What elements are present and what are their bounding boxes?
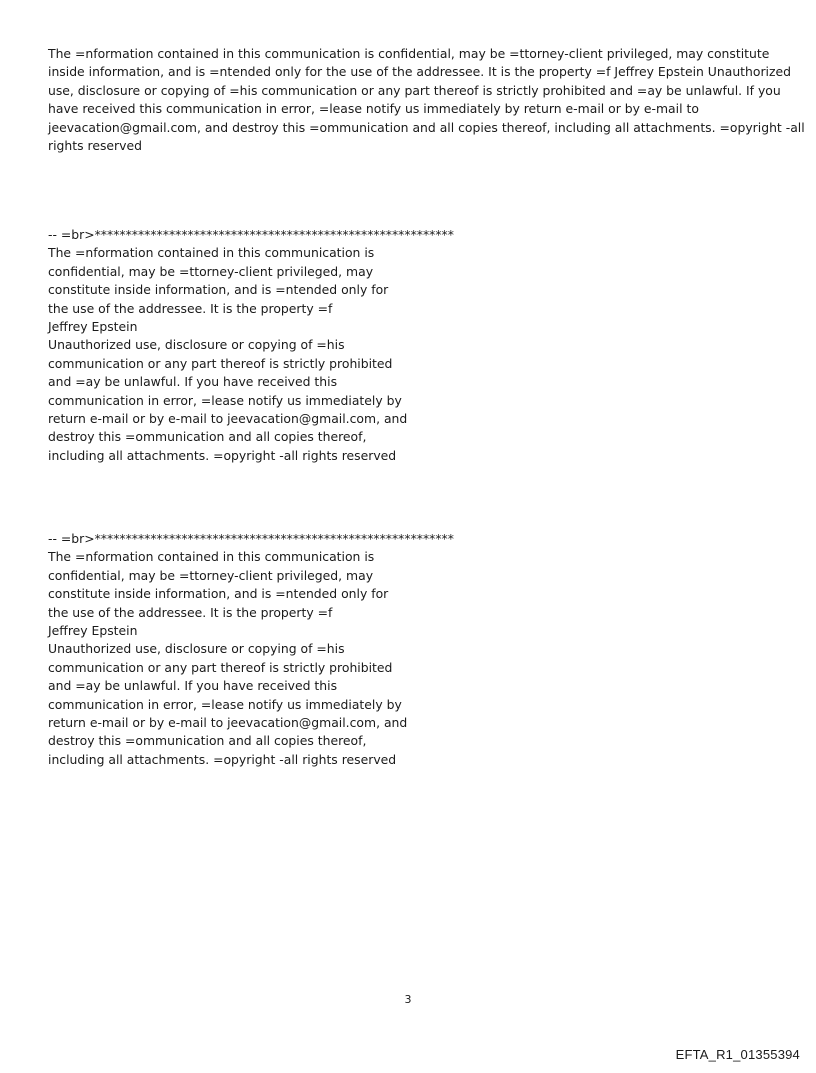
text-line: Jeffrey Epstein: [48, 319, 138, 335]
text-line: constitute inside information, and is =ntended only for: [48, 282, 389, 298]
disclaimer-paragraph-bottom: [48, 530, 454, 769]
text-line: destroy this =ommunication and all copies thereof,: [48, 429, 367, 445]
separator-line: -- =br>**********************************************************: [48, 227, 454, 242]
text-line: including all attachments. =opyright -all rights reserved: [48, 751, 397, 767]
text-line: the use of the addressee. It is the property =f: [48, 604, 333, 620]
text-line: Unauthorized use, disclosure or copying of =his: [48, 337, 345, 353]
text-line: communication in error, =lease notify us immediately by: [48, 392, 402, 408]
text-line: inside information, and is =ntended only for the use of the addressee. It is the property =f Jeffrey Epstein Unauthorized: [48, 64, 791, 80]
text-line: Jeffrey Epstein: [48, 623, 138, 639]
text-line: confidential, may be =ttorney-client privileged, may: [48, 567, 374, 583]
text-line: including all attachments. =opyright -all rights reserved: [48, 447, 397, 463]
text-line: confidential, may be =ttorney-client privileged, may: [48, 263, 374, 279]
text-line: return e-mail or by e-mail to jeevacation@gmail.com, and: [48, 411, 408, 427]
text-line: communication in error, =lease notify us immediately by: [48, 696, 402, 712]
text-line: use, disclosure or copying of =his communication or any part thereof is strictly prohibited and =ay be unlawful. If you: [48, 82, 781, 98]
text-line: rights reserved: [48, 138, 142, 154]
disclaimer-paragraph-top: [48, 45, 805, 155]
text-line: The =nformation contained in this communication is: [48, 245, 375, 261]
disclaimer-paragraph-middle: [48, 226, 454, 465]
document-id: EFTA_R1_01355394: [675, 1047, 800, 1062]
text-line: constitute inside information, and is =ntended only for: [48, 586, 389, 602]
text-line: have received this communication in error, =lease notify us immediately by return e-mail or by e-mail to: [48, 101, 699, 117]
text-line: jeevacation@gmail.com, and destroy this =ommunication and all copies thereof, including all attachments. =opyright -all: [48, 119, 805, 135]
text-line: destroy this =ommunication and all copies thereof,: [48, 733, 367, 749]
text-line: Unauthorized use, disclosure or copying of =his: [48, 641, 345, 657]
text-line: the use of the addressee. It is the property =f: [48, 300, 333, 316]
text-line: The =nformation contained in this communication is: [48, 549, 375, 565]
text-line: return e-mail or by e-mail to jeevacation@gmail.com, and: [48, 715, 408, 731]
separator-line: -- =br>**********************************************************: [48, 531, 454, 546]
text-line: and =ay be unlawful. If you have received this: [48, 374, 338, 390]
page-number: 3: [404, 993, 412, 1006]
text-line: and =ay be unlawful. If you have received this: [48, 678, 338, 694]
text-line: communication or any part thereof is strictly prohibited: [48, 659, 393, 675]
text-line: The =nformation contained in this communication is confidential, may be =ttorney-client privileged, may constitute: [48, 46, 770, 61]
text-line: communication or any part thereof is strictly prohibited: [48, 355, 393, 371]
